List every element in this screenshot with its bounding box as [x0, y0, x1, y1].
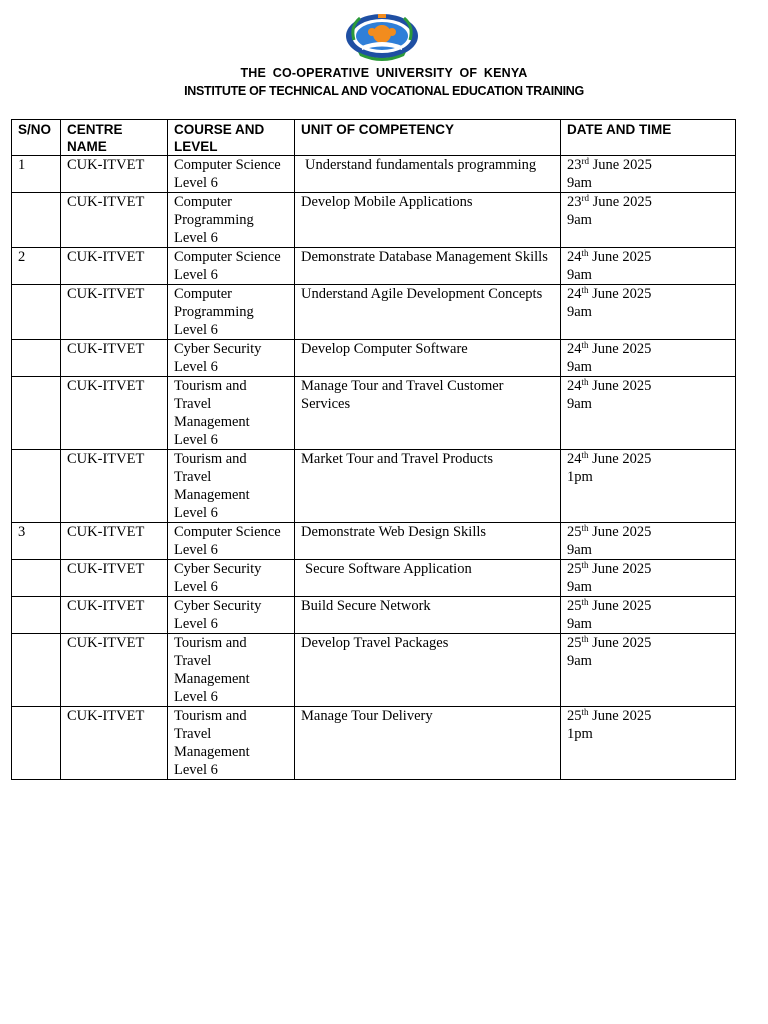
cell-unit: Demonstrate Database Management Skills: [295, 248, 561, 285]
cell-date-time: [561, 285, 736, 340]
cell-centre: CUK-ITVET: [61, 248, 168, 285]
cell-centre: CUK-ITVET: [61, 377, 168, 450]
cell-unit: Understand fundamentals programming: [295, 156, 561, 193]
cell-sno: [12, 597, 61, 634]
table-row: [12, 560, 736, 597]
cell-date-time: [561, 707, 736, 780]
cell-sno: [12, 285, 61, 340]
cell-course: Computer Science Level 6: [168, 156, 295, 193]
date-ordinal-suffix: th: [581, 285, 589, 295]
cell-date-time: [561, 634, 736, 707]
date-month-year: June 2025: [592, 708, 652, 724]
cell-course: Computer Programming Level 6: [168, 285, 295, 340]
cell-sno: 2: [12, 248, 61, 285]
cell-date-time: [561, 523, 736, 560]
cell-centre: CUK-ITVET: [61, 560, 168, 597]
date-day: 25: [567, 635, 582, 651]
exam-time: 9am: [567, 175, 592, 191]
cell-centre: CUK-ITVET: [61, 156, 168, 193]
table-row: [12, 597, 736, 634]
exam-time: 1pm: [567, 726, 593, 742]
date-day: 24: [567, 286, 582, 302]
cell-course: Tourism and Travel Management Level 6: [168, 377, 295, 450]
exam-time: 9am: [567, 579, 592, 595]
date-day: 24: [567, 341, 582, 357]
column-header-unit: UNIT OF COMPETENCY: [295, 120, 561, 156]
exam-time: 9am: [567, 212, 592, 228]
cell-centre: CUK-ITVET: [61, 597, 168, 634]
exam-time: 9am: [567, 359, 592, 375]
cell-course: Tourism and Travel Management Level 6: [168, 707, 295, 780]
cell-sno: [12, 340, 61, 377]
cell-course: Cyber Security Level 6: [168, 340, 295, 377]
date-month-year: June 2025: [592, 451, 652, 467]
cell-sno: [12, 377, 61, 450]
cell-course: Cyber Security Level 6: [168, 560, 295, 597]
date-ordinal-suffix: th: [581, 248, 589, 258]
date-month-year: June 2025: [592, 194, 652, 210]
cell-centre: CUK-ITVET: [61, 285, 168, 340]
exam-time: 1pm: [567, 469, 593, 485]
cell-date-time: [561, 450, 736, 523]
institution-name: THE CO-OPERATIVE UNIVERSITY OF KENYA: [240, 66, 528, 80]
cell-unit: Build Secure Network: [295, 597, 561, 634]
cell-sno: [12, 450, 61, 523]
cell-sno: [12, 707, 61, 780]
date-day: 25: [567, 561, 582, 577]
cell-unit: Manage Tour and Travel Customer Services: [295, 377, 561, 450]
exam-time: 9am: [567, 267, 592, 283]
date-ordinal-suffix: th: [581, 377, 589, 387]
table-header-row: [12, 120, 736, 156]
cell-sno: [12, 560, 61, 597]
cell-centre: CUK-ITVET: [61, 340, 168, 377]
exam-time: 9am: [567, 542, 592, 558]
date-ordinal-suffix: th: [581, 560, 589, 570]
cell-course: Computer Science Level 6: [168, 248, 295, 285]
date-month-year: June 2025: [592, 598, 652, 614]
date-ordinal-suffix: th: [581, 523, 589, 533]
cell-sno: 3: [12, 523, 61, 560]
date-month-year: June 2025: [592, 157, 652, 173]
date-day: 23: [567, 157, 582, 173]
date-month-year: June 2025: [592, 249, 652, 265]
cell-unit: Develop Travel Packages: [295, 634, 561, 707]
cell-centre: CUK-ITVET: [61, 450, 168, 523]
table-row: [12, 634, 736, 707]
cell-sno: [12, 634, 61, 707]
date-day: 25: [567, 524, 582, 540]
date-day: 24: [567, 249, 582, 265]
cell-unit: Develop Mobile Applications: [295, 193, 561, 248]
cell-unit: Develop Computer Software: [295, 340, 561, 377]
exam-schedule-table: [11, 119, 736, 780]
date-ordinal-suffix: th: [581, 707, 589, 717]
cell-date-time: [561, 193, 736, 248]
cell-course: Tourism and Travel Management Level 6: [168, 634, 295, 707]
cell-date-time: [561, 340, 736, 377]
date-ordinal-suffix: th: [581, 340, 589, 350]
date-day: 24: [567, 451, 582, 467]
date-ordinal-suffix: th: [581, 450, 589, 460]
cell-unit: Secure Software Application: [295, 560, 561, 597]
date-ordinal-suffix: rd: [581, 193, 589, 203]
cell-centre: CUK-ITVET: [61, 523, 168, 560]
date-month-year: June 2025: [592, 524, 652, 540]
university-crest-logo: [344, 12, 420, 64]
cell-centre: CUK-ITVET: [61, 707, 168, 780]
table-row: [12, 450, 736, 523]
table-row: [12, 248, 736, 285]
cell-date-time: [561, 248, 736, 285]
cell-unit: Manage Tour Delivery: [295, 707, 561, 780]
department-name: INSTITUTE OF TECHNICAL AND VOCATIONAL EDUCATION TRAINING: [184, 84, 584, 98]
date-month-year: June 2025: [592, 286, 652, 302]
cell-unit: Understand Agile Development Concepts: [295, 285, 561, 340]
exam-time: 9am: [567, 616, 592, 632]
column-header-date-time: DATE AND TIME: [561, 120, 736, 156]
exam-time: 9am: [567, 653, 592, 669]
cell-date-time: [561, 156, 736, 193]
date-day: 24: [567, 378, 582, 394]
table-row: [12, 707, 736, 780]
cell-sno: [12, 193, 61, 248]
table-row: [12, 340, 736, 377]
exam-time: 9am: [567, 304, 592, 320]
column-header-sno: S/NO: [12, 120, 61, 156]
date-month-year: June 2025: [592, 341, 652, 357]
date-ordinal-suffix: th: [581, 634, 589, 644]
date-month-year: June 2025: [592, 378, 652, 394]
cell-date-time: [561, 597, 736, 634]
date-month-year: June 2025: [592, 561, 652, 577]
column-header-course: COURSE AND LEVEL: [168, 120, 295, 156]
date-day: 23: [567, 194, 582, 210]
cell-centre: CUK-ITVET: [61, 634, 168, 707]
exam-time: 9am: [567, 396, 592, 412]
date-month-year: June 2025: [592, 635, 652, 651]
date-day: 25: [567, 598, 582, 614]
cell-date-time: [561, 377, 736, 450]
cell-date-time: [561, 560, 736, 597]
cell-course: Computer Science Level 6: [168, 523, 295, 560]
table-row: [12, 377, 736, 450]
table-row: [12, 285, 736, 340]
cell-course: Computer Programming Level 6: [168, 193, 295, 248]
column-header-centre: CENTRE NAME: [61, 120, 168, 156]
cell-sno: 1: [12, 156, 61, 193]
table-row: [12, 156, 736, 193]
date-day: 25: [567, 708, 582, 724]
cell-course: Tourism and Travel Management Level 6: [168, 450, 295, 523]
date-ordinal-suffix: th: [581, 597, 589, 607]
cell-centre: CUK-ITVET: [61, 193, 168, 248]
table-row: [12, 523, 736, 560]
cell-unit: Demonstrate Web Design Skills: [295, 523, 561, 560]
table-row: [12, 193, 736, 248]
cell-unit: Market Tour and Travel Products: [295, 450, 561, 523]
date-ordinal-suffix: rd: [581, 156, 589, 166]
cell-course: Cyber Security Level 6: [168, 597, 295, 634]
